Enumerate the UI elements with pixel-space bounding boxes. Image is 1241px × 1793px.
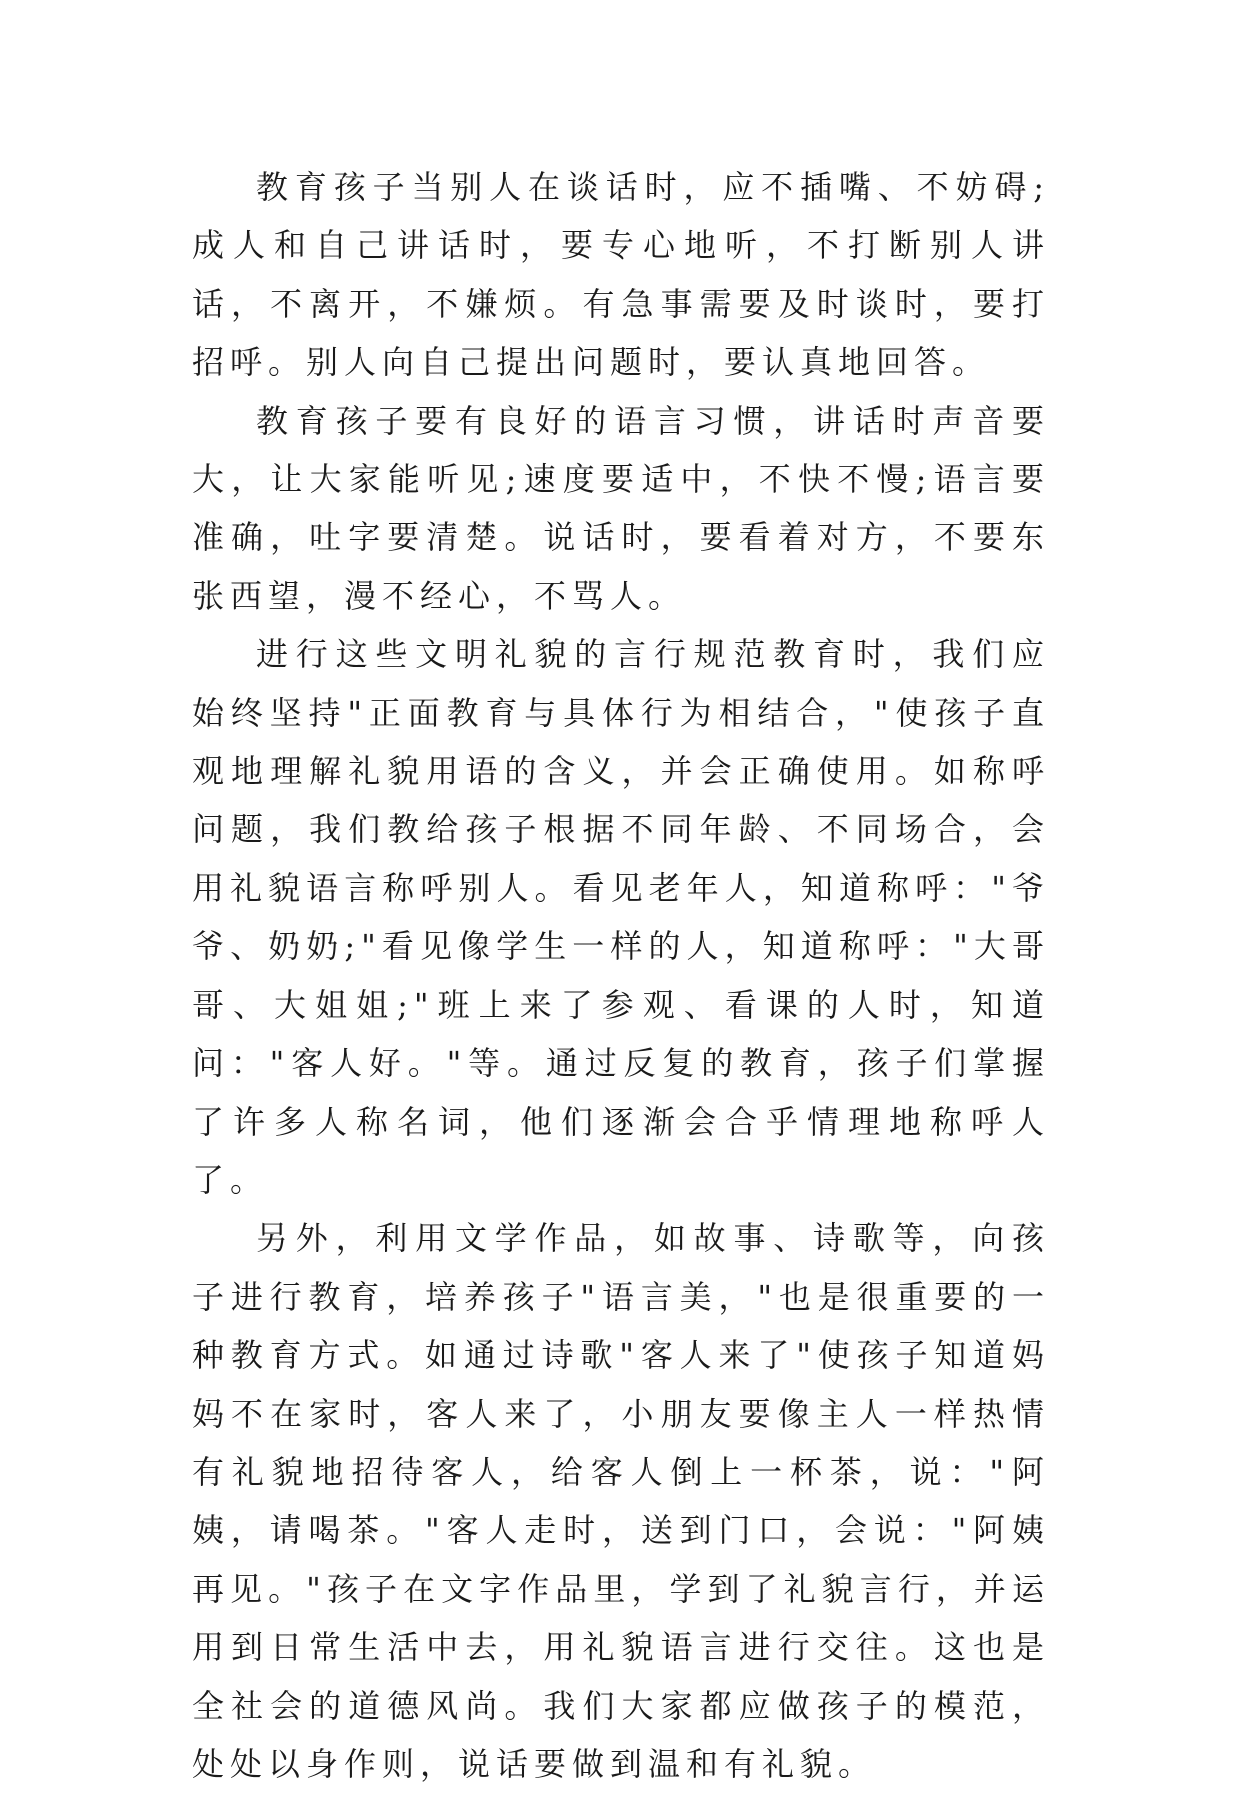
document-body	[192, 158, 1050, 1793]
paragraph: 进行这些文明礼貌的言行规范教育时，我们应始终坚持"正面教育与具体行为相结合，"使孩子直观地理解礼貌用语的含义，并会正确使用。如称呼问题，我们教给孩子根据不同年龄、不同场合，会用礼貌语言称呼别人。看见老年人，知道称呼："爷爷、奶奶;"看见像学生一样的人，知道称呼："大哥哥、大姐姐;"班上来了参观、看课的人时，知道问："客人好。"等。通过反复的教育，孩子们掌握了许多人称名词，他们逐渐会合乎情理地称呼人了。	[192, 635, 1050, 1199]
paragraph: 另外，利用文学作品，如故事、诗歌等，向孩子进行教育，培养孩子"语言美，"也是很重要的一种教育方式。如通过诗歌"客人来了"使孩子知道妈妈不在家时，客人来了，小朋友要像主人一样热情有礼貌地招待客人，给客人倒上一杯茶，说："阿姨，请喝茶。"客人走时，送到门口，会说："阿姨再见。"孩子在文字作品里，学到了礼貌言行，并运用到日常生活中去，用礼貌语言进行交往。这也是全社会的道德风尚。我们大家都应做孩子的模范，处处以身作则，说话要做到温和有礼貌。	[192, 1219, 1050, 1783]
paragraph: 教育孩子当别人在谈话时，应不插嘴、不妨碍;成人和自己讲话时，要专心地听，不打断别人讲话，不离开，不嫌烦。有急事需要及时谈时，要打招呼。别人向自己提出问题时，要认真地回答。	[192, 168, 1050, 382]
paragraph: 教育孩子要有良好的语言习惯，讲话时声音要大，让大家能听见;速度要适中，不快不慢;语言要准确，吐字要清楚。说话时，要看着对方，不要东张西望，漫不经心，不骂人。	[192, 401, 1050, 615]
